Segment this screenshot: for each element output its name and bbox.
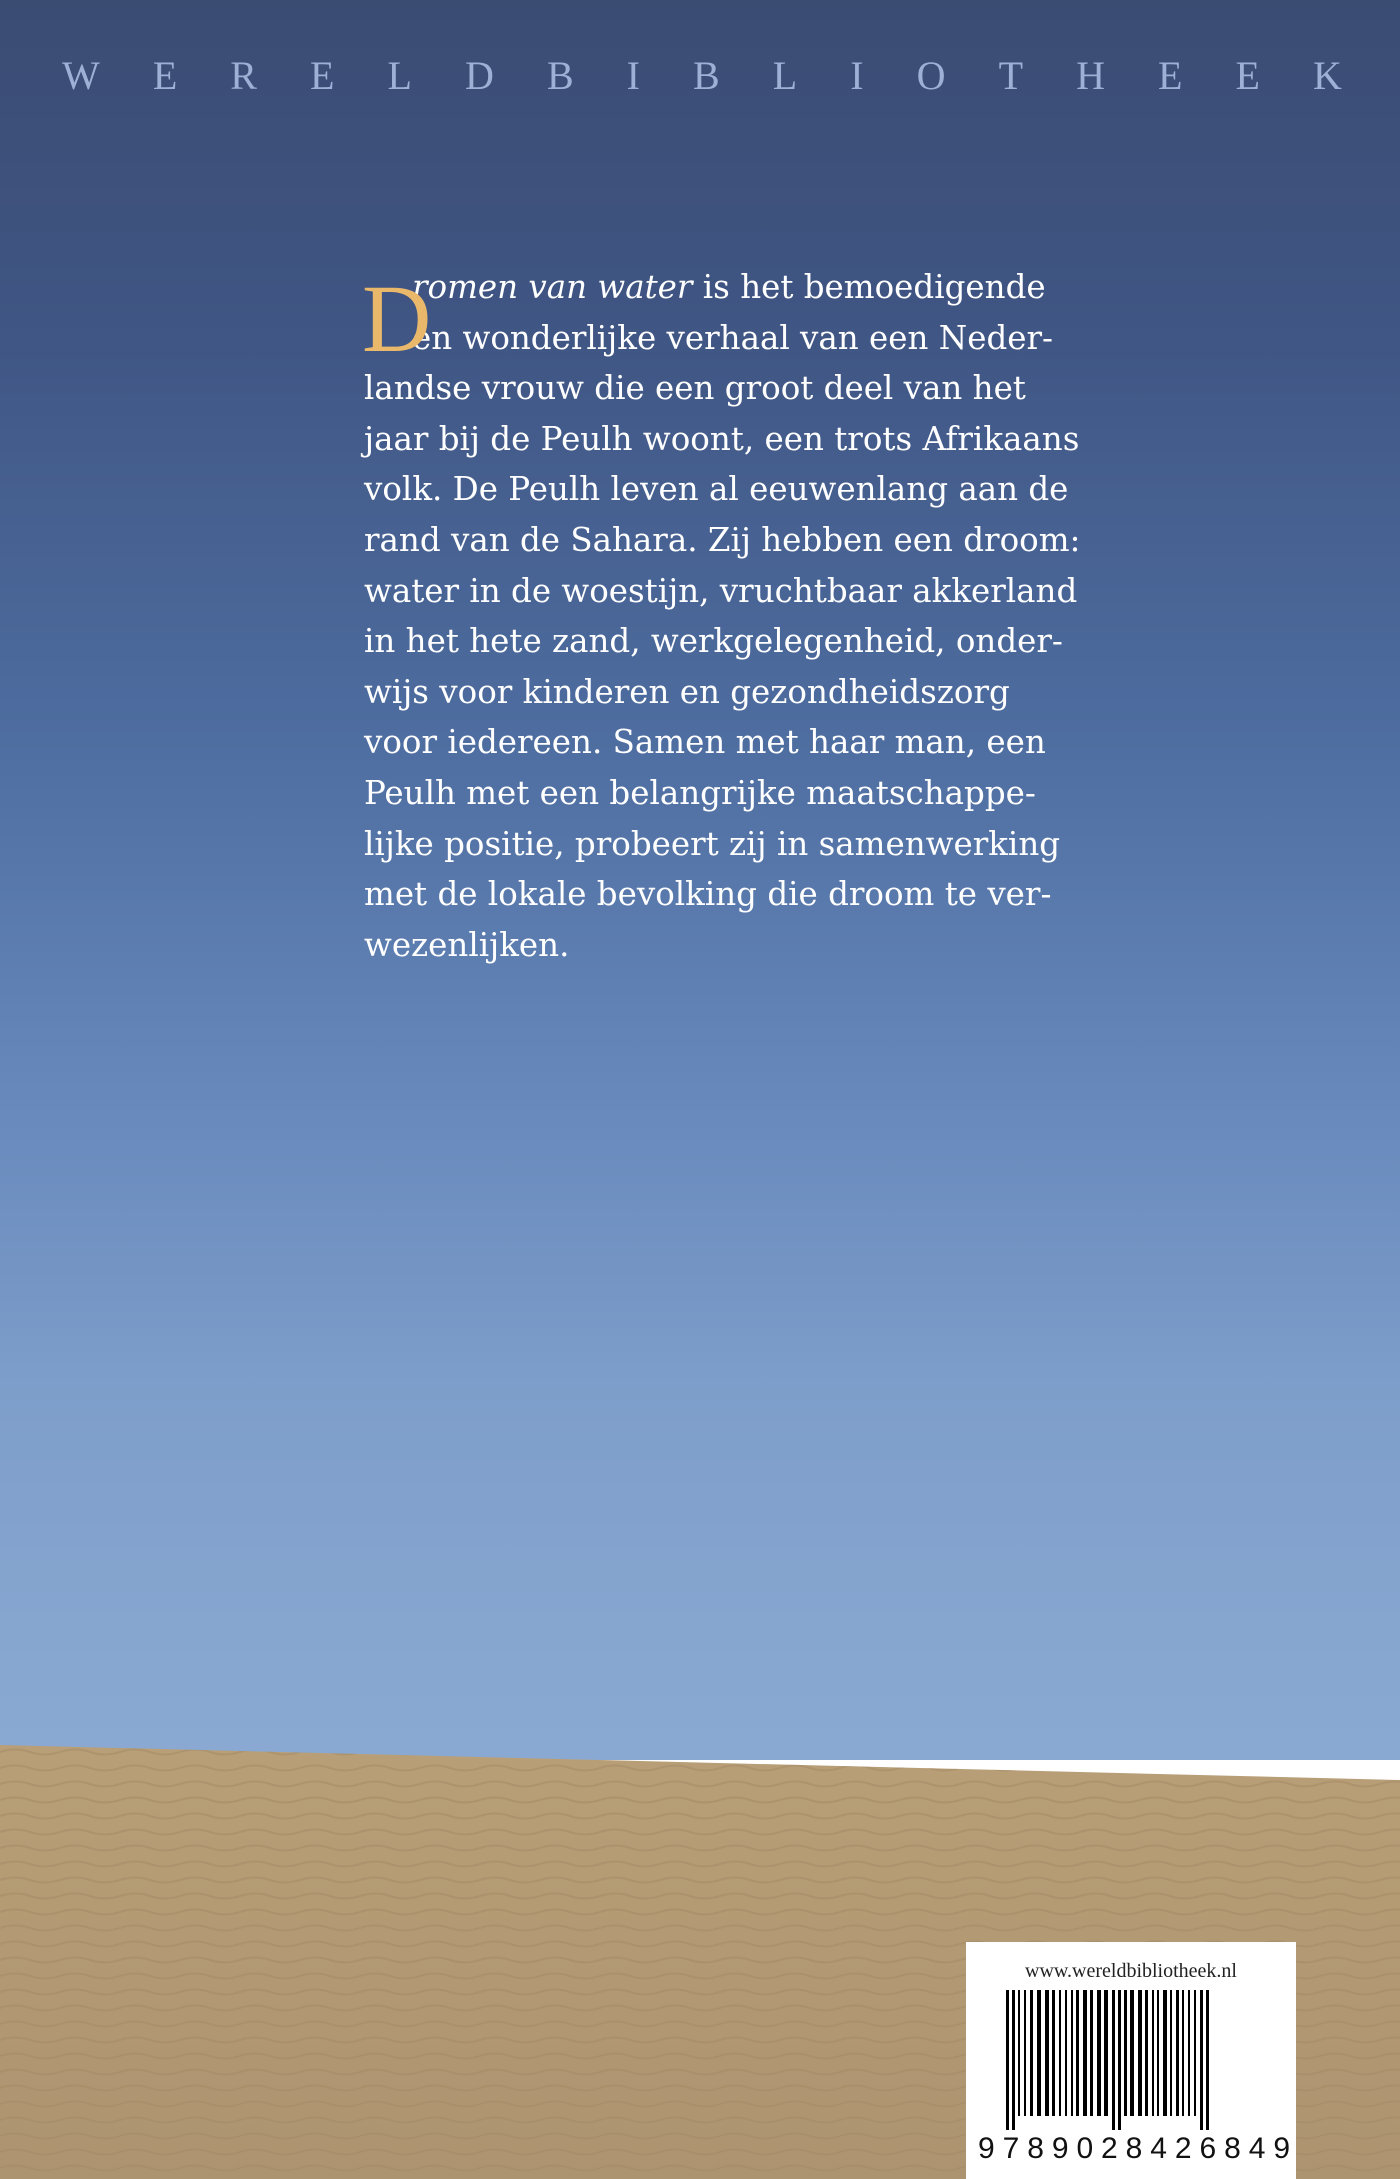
blurb-line: Peulh met een belangrijke maatschappe- [364,773,1036,812]
isbn-digit: 8 [1224,2132,1241,2165]
barcode-bar [1112,1990,1115,2130]
barcode-bar [1130,1990,1134,2116]
series-title-letter: B [693,53,720,98]
series-title-letter: E [1235,53,1260,98]
series-title-letter: H [1076,53,1105,98]
first-line-rest: is het bemoedigende [692,268,1046,306]
blurb-line: voor iedereen. Samen met haar man, een [364,723,1046,762]
series-title-letter: L [387,53,412,98]
blurb-line: en wonderlijke verhaal van een Neder- [412,318,1054,357]
blurb-line: lijke positie, probeert zij in samenwerking [364,824,1061,863]
drop-cap: D [362,265,432,372]
isbn-digit: 0 [1076,2132,1094,2165]
series-title-letter: E [310,53,335,98]
isbn-digit: 6 [1199,2132,1217,2165]
blurb-line: volk. De Peulh leven al eeuwenlang aan de [364,470,1069,509]
series-title-letter: T [998,53,1024,98]
barcode-bar [1006,1990,1009,2130]
barcode-bar [1059,1990,1061,2116]
barcode-bar [1157,1990,1159,2116]
back-cover-blurb [362,262,1081,970]
series-title-letter: R [230,53,257,98]
isbn-digit: 8 [1027,2132,1044,2165]
isbn-digit: 4 [1150,2132,1167,2165]
series-title-letter: O [916,53,946,98]
series-title-letter: I [850,53,864,98]
barcode-bar [1076,1990,1079,2116]
blurb-line: water in de woestijn, vruchtbaar akkerland [364,571,1078,610]
barcode-bar [1182,1990,1184,2116]
barcode-bar [1104,1990,1108,2116]
barcode-bar [1018,1990,1020,2116]
barcode-bar [1065,1990,1067,2116]
barcode-bar [1200,1990,1203,2130]
isbn-digit: 9 [1051,2132,1069,2165]
series-title-letter: E [1158,53,1183,98]
series-title-letter: D [465,53,494,98]
barcode-bar [1170,1990,1172,2116]
barcode-bar [1071,1990,1073,2116]
barcode-bar [1152,1990,1154,2116]
series-title-letter: I [626,53,640,98]
barcode-bar [1083,1990,1087,2116]
blurb-line: wijs voor kinderen en gezondheidszorg [364,672,1010,711]
barcode-bar [1118,1990,1121,2130]
blurb-line: landse vrouw die een groot deel van het [364,369,1026,408]
barcode-bar [1037,1990,1041,2116]
barcode-box [966,1942,1296,2179]
barcode-bar [1030,1990,1033,2116]
book-title-italic: romen van water [412,268,693,306]
barcode-bar [1194,1990,1196,2116]
blurb-line: jaar bij de Peulh woont, een trots Afrikaans [364,419,1080,458]
barcode-bar [1090,1990,1093,2116]
isbn-number [978,2132,1290,2166]
publisher-url: www.wereldbibliotheek.nl [1025,1960,1237,1982]
barcode-bar [1024,1990,1026,2116]
isbn-digit: 9 [1273,2132,1290,2165]
barcode-bar [1188,1990,1190,2116]
isbn-digit: 4 [1248,2132,1266,2165]
series-title [62,52,1342,99]
series-title-letter: E [152,53,178,98]
barcode [1006,1990,1256,2130]
isbn-digit: 8 [1125,2132,1143,2165]
barcode-bar [1124,1990,1127,2116]
series-title-letter: W [62,53,100,98]
blurb-line: in het hete zand, werkgelegenheid, onder- [364,622,1063,661]
barcode-bar [1145,1990,1148,2116]
barcode-bar [1176,1990,1179,2116]
blurb-line: met de lokale bevolking die droom te ver- [364,875,1052,914]
isbn-digit: 2 [1101,2132,1118,2165]
barcode-bar [1138,1990,1142,2116]
barcode-bar [1012,1990,1015,2130]
isbn-digit: 7 [1002,2132,1020,2165]
barcode-bar [1097,1990,1101,2116]
blurb-line: wezenlijken. [364,925,570,964]
barcode-bar [1045,1990,1049,2116]
isbn-digit: 9 [978,2132,995,2165]
blurb-line: rand van de Sahara. Zij hebben een droom: [364,520,1081,559]
blurb-first-line [364,262,1064,313]
series-title-letter: K [1312,53,1342,98]
barcode-bar [1052,1990,1055,2116]
series-title-letter: B [546,53,574,98]
series-title-letter: L [772,53,798,98]
barcode-bar [1163,1990,1167,2116]
barcode-bar [1206,1990,1209,2130]
isbn-digit: 2 [1174,2132,1192,2165]
